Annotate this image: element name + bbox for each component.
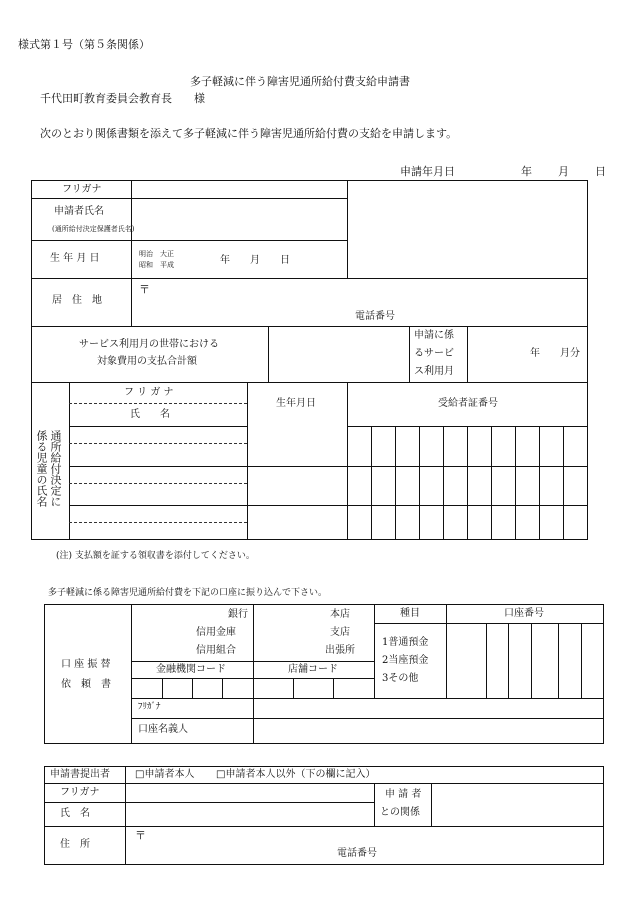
account-kana-label: ﾌﾘｶﾞﾅ bbox=[138, 702, 161, 712]
service-label-line2: 対象費用の支払合計額 bbox=[97, 356, 197, 367]
account-holder-label: 口座名義人 bbox=[138, 724, 188, 735]
submitter-furigana-label: フリガナ bbox=[60, 787, 100, 798]
date-month-unit: 月 bbox=[558, 165, 569, 178]
account-type-2: 2当座預金 bbox=[382, 655, 429, 666]
submitter-option-other[interactable]: □申請者本人以外（下の欄に記入） bbox=[216, 769, 376, 780]
account-number-label: 口座番号 bbox=[504, 608, 544, 619]
submitter-table bbox=[44, 766, 604, 865]
submitter-postal-mark: 〒 bbox=[135, 829, 146, 842]
children-side-label: 係る児童の氏名 bbox=[35, 430, 48, 507]
submitter-label: 申請書提出者 bbox=[50, 769, 110, 780]
account-type-3: 3その他 bbox=[382, 673, 419, 684]
applicant-name-note: (通所給付決定保護者氏名) bbox=[52, 225, 135, 233]
inst-type-bank: 銀行 bbox=[228, 609, 248, 620]
attachment-note: (注) 支払額を証する領収書を添付してください。 bbox=[56, 551, 255, 561]
branch-type-main: 本店 bbox=[330, 609, 350, 620]
service-month-label-3: ス利用月 bbox=[414, 366, 454, 377]
child-birth-header: 生年月日 bbox=[276, 398, 316, 409]
form-title: 多子軽減に伴う障害児通所給付費支給申請書 bbox=[190, 75, 410, 88]
phone-label: 電話番号 bbox=[355, 311, 395, 322]
furigana-label: フリガナ bbox=[62, 184, 102, 195]
child-cert-header: 受給者証番号 bbox=[438, 398, 498, 409]
submitter-name-label: 氏 名 bbox=[60, 808, 90, 819]
bank-side-label-1: 口 座 振 替 bbox=[61, 659, 111, 670]
service-month-label-1: 申請に係 bbox=[414, 330, 454, 341]
submitter-option-self[interactable]: □申請者本人 bbox=[135, 769, 195, 780]
account-type-label: 種目 bbox=[400, 608, 420, 619]
child-furigana-header: フ リ ガ ナ bbox=[124, 387, 174, 398]
branch-type-office: 出張所 bbox=[325, 645, 355, 656]
service-label-line1: サービス利用月の世帯における bbox=[79, 339, 219, 350]
intro-text: 次のとおり関係書類を添えて多子軽減に伴う障害児通所給付費の支給を申請します。 bbox=[40, 127, 458, 140]
birth-date-label: 生 年 月 日 bbox=[50, 253, 100, 264]
branch-type-branch: 支店 bbox=[330, 627, 350, 638]
submitter-phone-label: 電話番号 bbox=[337, 848, 377, 859]
submitter-address-label: 住 所 bbox=[60, 839, 90, 850]
postal-mark: 〒 bbox=[139, 283, 150, 296]
branch-code-label: 店舗コード bbox=[288, 664, 338, 675]
addressee: 千代田町教育委員会教育長 様 bbox=[40, 92, 205, 105]
bank-intro: 多子軽減に係る障害児通所給付費を下記の口座に振り込んで下さい。 bbox=[48, 588, 328, 598]
application-date-label: 申請年月日 bbox=[400, 165, 455, 178]
children-side-label-2: 通所給付決定に bbox=[49, 430, 62, 507]
account-type-1: 1普通預金 bbox=[382, 637, 429, 648]
era-option-1: 明治 大正 bbox=[139, 250, 174, 258]
date-year-unit: 年 bbox=[521, 165, 532, 178]
service-year-month: 年 月分 bbox=[530, 348, 580, 359]
applicant-name-label: 申請者氏名 bbox=[54, 206, 104, 217]
relation-label-1: 申 請 者 bbox=[385, 789, 422, 800]
child-name-header: 氏 名 bbox=[130, 409, 170, 420]
birth-date-units: 年 月 日 bbox=[220, 255, 290, 266]
service-month-label-2: るサービ bbox=[414, 348, 454, 359]
bank-side-label-2: 依 頼 書 bbox=[61, 679, 111, 690]
era-option-2: 昭和 平成 bbox=[139, 261, 174, 269]
form-number: 様式第１号（第５条関係） bbox=[18, 38, 150, 51]
address-label: 居 住 地 bbox=[52, 295, 102, 306]
inst-code-label: 金融機関コード bbox=[156, 664, 226, 675]
inst-type-kumiai: 信用組合 bbox=[196, 645, 236, 656]
date-day-unit: 日 bbox=[595, 165, 606, 178]
relation-label-2: との関係 bbox=[380, 807, 420, 818]
inst-type-shinkin: 信用金庫 bbox=[196, 627, 236, 638]
